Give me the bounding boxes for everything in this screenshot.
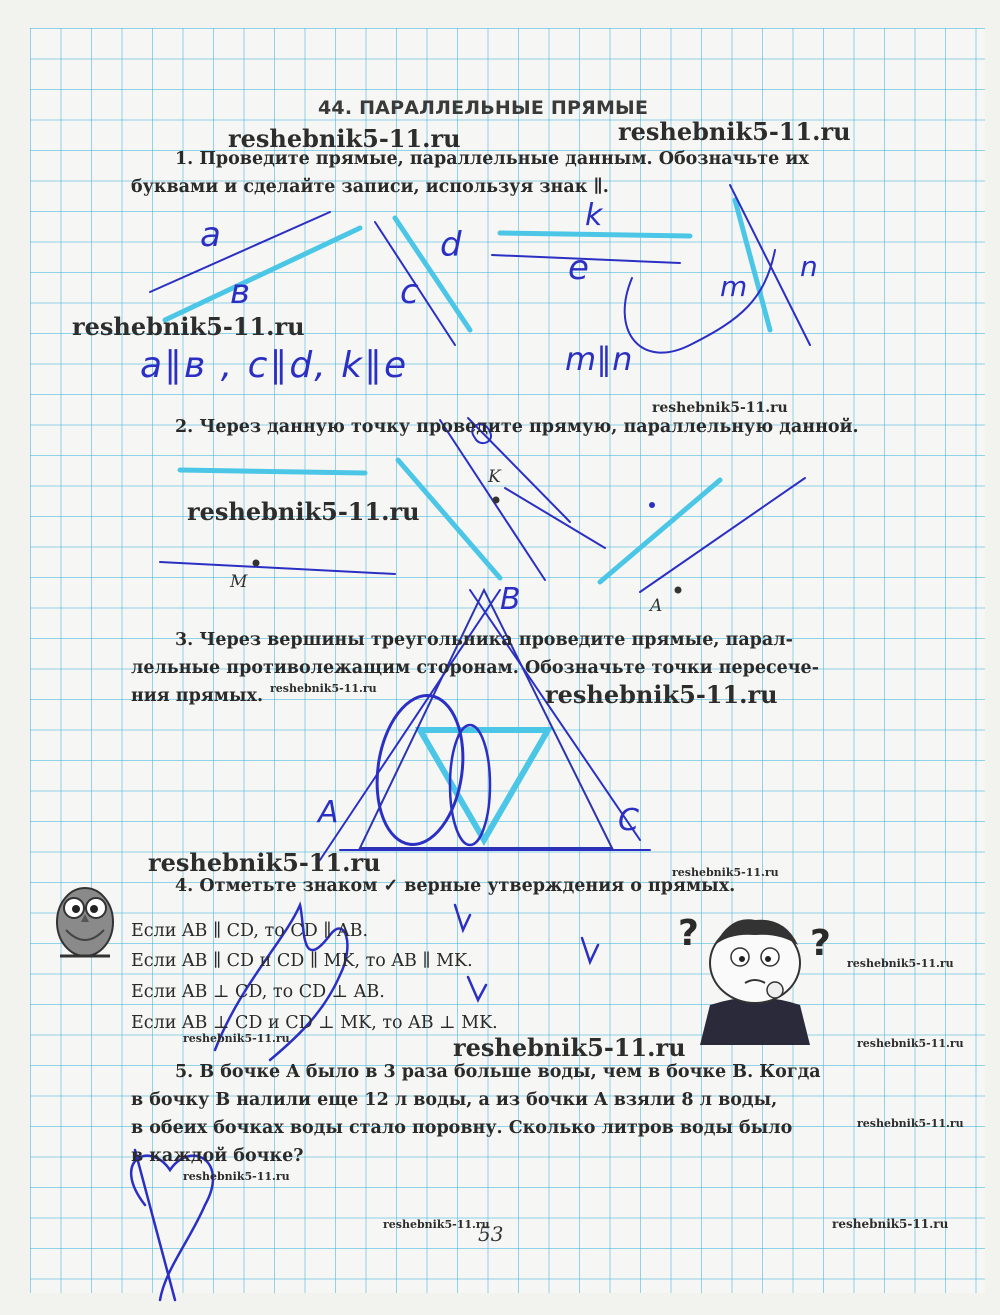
watermark: reshebnik5-11.ru <box>72 312 305 341</box>
handwritten-B: B <box>500 582 521 617</box>
handwritten-C: C <box>618 803 639 838</box>
handwritten-b: в <box>230 272 251 312</box>
task4-statement-2: Если AB ∥ CD и CD ∥ MK, то AB ∥ MK. <box>131 951 473 971</box>
section-title: 44. ПАРАЛЛЕЛЬНЫЕ ПРЯМЫЕ <box>318 97 649 119</box>
handwritten-answer2: m∥n <box>565 340 633 378</box>
task3-text-line1: 3. Через вершины треугольника проведите прямые, парал- <box>175 630 793 650</box>
task4-statement-1: Если AB ∥ CD, то CD ∥ AB. <box>131 921 369 941</box>
task4-statement-4: Если AB ⊥ CD и CD ⊥ MK, то AB ⊥ MK. <box>131 1013 498 1033</box>
watermark: reshebnik5-11.ru <box>187 497 420 526</box>
watermark: reshebnik5-11.ru <box>652 400 788 416</box>
task5-text-line1: 5. В бочке A было в 3 раза больше воды, чем в бочке B. Когда <box>175 1062 821 1082</box>
handwritten-d: d <box>440 225 462 265</box>
page-number: 53 <box>478 1222 504 1246</box>
watermark: reshebnik5-11.ru <box>832 1217 949 1231</box>
handwritten-a: a <box>200 215 221 255</box>
watermark: reshebnik5-11.ru <box>183 1170 290 1183</box>
task5-text-line4: в каждой бочке? <box>131 1146 304 1166</box>
watermark: reshebnik5-11.ru <box>857 1117 964 1130</box>
point-label-k: K <box>488 467 501 487</box>
task5-text-line2: в бочку B налили еще 12 л воды, а из бочки A взяли 8 л воды, <box>131 1090 778 1110</box>
handwritten-e: e <box>568 248 589 288</box>
point-label-m: M <box>230 572 248 592</box>
handwritten-m: m <box>720 270 748 303</box>
watermark: reshebnik5-11.ru <box>228 124 461 153</box>
handwritten-k: k <box>585 198 603 233</box>
task4-statement-3: Если AB ⊥ CD, то CD ⊥ AB. <box>131 982 385 1002</box>
watermark: reshebnik5-11.ru <box>453 1033 686 1062</box>
point-label-a: A <box>650 596 663 616</box>
watermark: reshebnik5-11.ru <box>148 848 381 877</box>
watermark: reshebnik5-11.ru <box>618 117 851 146</box>
task3-text-line2: лельные противолежащим сторонам. Обозначьте точки пересече- <box>131 658 819 678</box>
watermark: reshebnik5-11.ru <box>270 682 377 695</box>
handwritten-A: A <box>318 795 339 830</box>
svg-text:?: ? <box>678 913 699 954</box>
watermark: reshebnik5-11.ru <box>383 1218 490 1231</box>
watermark: reshebnik5-11.ru <box>545 680 778 709</box>
handwritten-n: n <box>800 250 818 283</box>
watermark: reshebnik5-11.ru <box>183 1032 290 1045</box>
handwritten-c: c <box>400 272 419 312</box>
task1-text-line1: 1. Проведите прямые, параллельные данным. Обозначьте их <box>175 149 809 169</box>
svg-text:?: ? <box>810 923 831 964</box>
task3-text-line3: ния прямых. <box>131 686 264 706</box>
handwritten-answer1: a∥в , c∥d, k∥e <box>140 345 409 386</box>
watermark: reshebnik5-11.ru <box>847 957 954 970</box>
task1-text-line2: буквами и сделайте записи, используя знак ∥. <box>131 177 609 197</box>
watermark: reshebnik5-11.ru <box>672 866 779 879</box>
watermark: reshebnik5-11.ru <box>857 1037 964 1050</box>
task4-intro: 4. Отметьте знаком ✓ верные утверждения о прямых. <box>175 876 736 896</box>
task5-text-line3: в обеих бочках воды стало поровну. Сколько литров воды было <box>131 1118 793 1138</box>
task2-text: 2. Через данную точку проведите прямую, параллельную данной. <box>175 417 859 437</box>
